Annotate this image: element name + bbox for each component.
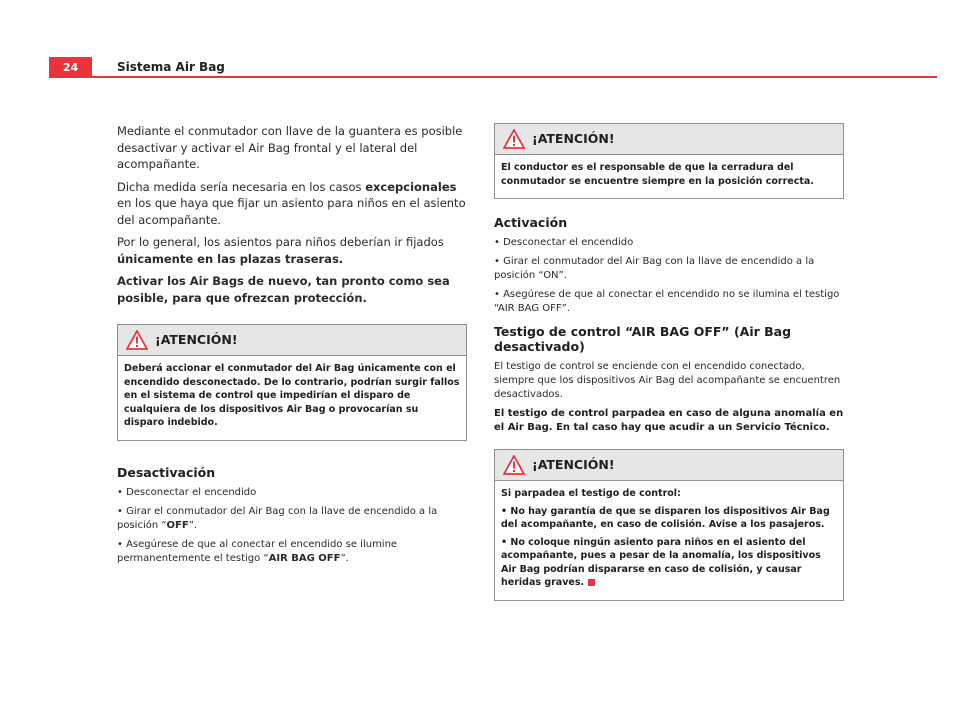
step-2-end: ”. (188, 519, 198, 531)
warning-header (495, 450, 843, 481)
deactivation-step-2 (117, 505, 467, 533)
warning-text: El conductor es el responsable de que la cerradura del conmutador se encuentre siempre en la posición correcta. (501, 162, 814, 187)
warning-line-3-text: • No coloque ningún asiento para niños en el asiento del acompañante, pues a pesar de la anomalía, los dispositivos Air Bag podrían dispararse en caso de colisión, y causar heridas graves. (501, 536, 821, 588)
intro-paragraph-3 (117, 234, 467, 267)
warning-title: ¡ATENCIÓN! (155, 332, 238, 347)
control-lamp-section (494, 324, 844, 435)
page-number: 24 (49, 57, 92, 78)
warning-line-1: Si parpadea el testigo de control: (501, 488, 681, 499)
intro-2-text: Dicha medida sería necesaria en los casos (117, 179, 366, 194)
page-header-title: Sistema Air Bag (117, 60, 225, 74)
intro-2-emphasis: excepcionales (365, 179, 457, 194)
intro-paragraph-4: Activar los Air Bags de nuevo, tan pronto como sea posible, para que ofrezcan protección. (117, 274, 450, 305)
step-3-emphasis: AIR BAG OFF (268, 552, 341, 564)
deactivation-heading: Desactivación (117, 464, 216, 480)
intro-paragraph-2 (117, 179, 467, 229)
warning-line-3 (501, 536, 837, 590)
step-3-end: ”. (340, 552, 349, 564)
warning-body (118, 356, 466, 440)
step-3-text: • Asegúrese de que al conectar el encendido se ilumine permanentemente el testigo “ (117, 538, 398, 564)
warning-body (495, 481, 843, 600)
intro-paragraph-1: Mediante el conmutador con llave de la guantera es posible desactivar y activar el Air Bag frontal y el lateral del acompañante. (117, 124, 463, 171)
intro-2-text-end: en los que haya que fijar un asiento para niños en el asiento del acompañante. (117, 196, 466, 227)
activation-step-1: • Desconectar el encendido (494, 237, 634, 248)
activation-step-2: • Girar el conmutador del Air Bag con la llave de encendido a la posición “ON”. (494, 256, 815, 281)
control-lamp-text-1: El testigo de control se enciende con el encendido conectado, siempre que los dispositivos Air Bag del acompañante se encuentren desactivados. (494, 361, 841, 400)
warning-line-2: • No hay garantía de que se disparen los dispositivos Air Bag del acompañante, en caso de colisión. Avise a los pasajeros. (501, 505, 830, 530)
warning-body (495, 155, 843, 198)
control-lamp-text-2: El testigo de control parpadea en caso de alguna anomalía en el Air Bag. En tal caso hay que acudir a un Servicio Técnico. (494, 408, 844, 433)
warning-title: ¡ATENCIÓN! (532, 131, 615, 146)
warning-box-switch (117, 324, 467, 441)
intro-3-emphasis: únicamente en las plazas traseras. (117, 251, 344, 266)
activation-step-3: • Asegúrese de que al conectar el encendido no se ilumina el testigo “AIR BAG OFF”. (494, 289, 840, 314)
deactivation-step-1: • Desconectar el encendido (117, 486, 257, 498)
end-of-section-square-icon (588, 579, 595, 586)
control-lamp-heading: Testigo de control “AIR BAG OFF” (Air Bag desactivado) (494, 324, 792, 354)
activation-heading: Activación (494, 215, 568, 230)
intro-3-text: Por lo general, los asientos para niños deberían ir fijados (117, 235, 444, 249)
header-rule (92, 76, 937, 78)
step-2-text: • Girar el conmutador del Air Bag con la llave de encendido a la posición “ (117, 505, 438, 531)
warning-text: Deberá accionar el conmutador del Air Bag únicamente con el encendido desconectado. De lo contrario, podrían surgir fallos en el sistema de control que impedirían el disparo de cualquiera de los dispositivos Air Bag o provocarían su disparo indebido. (124, 363, 460, 428)
warning-title: ¡ATENCIÓN! (532, 457, 615, 472)
warning-box-responsibility (494, 123, 844, 199)
deactivation-section (117, 465, 467, 566)
step-2-emphasis: OFF (166, 519, 189, 531)
activation-section (494, 215, 844, 316)
warning-header (495, 124, 843, 155)
left-column (117, 123, 467, 571)
warning-triangle-icon (503, 455, 525, 475)
warning-box-blinking (494, 449, 844, 601)
warning-triangle-icon (126, 330, 148, 350)
deactivation-step-3 (117, 538, 467, 566)
right-column (494, 123, 844, 601)
warning-header (118, 325, 466, 356)
warning-triangle-icon (503, 129, 525, 149)
